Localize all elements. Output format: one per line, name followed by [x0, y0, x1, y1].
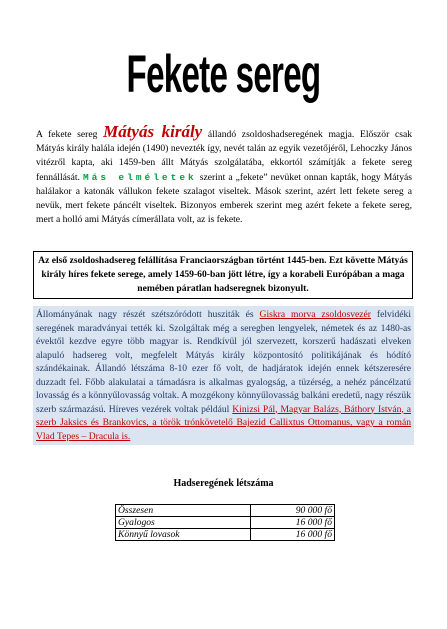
- row-value: 90 000 fő: [251, 505, 335, 517]
- row-value: 16 000 fő: [251, 517, 335, 529]
- commanders-link[interactable]: Kinizsi Pál, Magyar Balázs, Báthory István, a szerb Jaksics és Brankovics, a török trónkövetelő Bajezid Callixtus Ottomanus, vagy a román Vlad Tepes – Dracula is.: [36, 403, 411, 442]
- row-label: Összesen: [116, 505, 251, 517]
- theories-link[interactable]: Más elméletek: [82, 171, 197, 183]
- row-label: Könnyű lovasok: [116, 529, 251, 541]
- detail-paragraph: Állományának nagy részét szétszóródott husziták és Giskra morva zsoldosvezér felvidéki seregének maradványai tették ki. Szolgáltak még a seregben lengyelek, németek és az 1480-as évektől kezdve egyre több magyar is. Rendkívül jól szervezett, korszerű hadászati elveken alapuló hadsereg volt, megfelelt Mátyás király központosító politikájának és hódító szándékainak. Állandó létszáma 8-10 ezer fő volt, de hadjáratok idején ennek kétszeresére duzzadt fel. Főbb alakulatai a támadásra is alkalmas gyalogság, a tüzérség, a nehéz páncélzatú lovasság és a könnyűlovasság voltak. A mozgékony könnyűlovasság balkáni eredetű, nagy részük szerb származású. Híreves vezérek voltak például Kinizsi Pál, Magyar Balázs, Báthory István, a szerb Jaksics és Brankovics, a török trónkövetelő Bajezid Callixtus Ottomanus, vagy a román Vlad Tepes – Dracula is.: [33, 306, 414, 445]
- table-row: [116, 505, 335, 517]
- giskra-link[interactable]: Giskra morva zsoldosvezér: [259, 309, 371, 320]
- highlight-box: Az első zsoldoshadsereg felállítása Franciaországban történt 1445-ben. Ezt követte Mátyás király híres fekete serege, amely 1459-60-ban jött létre, így a korabeli Európában a maga nemében páratlan hadseregnek bizonyult.: [33, 251, 413, 299]
- table-row: [116, 517, 335, 529]
- page-title: Fekete sereg: [126, 43, 321, 104]
- table-row: [116, 529, 335, 541]
- strength-table: [115, 504, 335, 541]
- king-name: Mátyás király: [103, 122, 203, 141]
- row-value: 16 000 fő: [251, 529, 335, 541]
- intro-paragraph: A fekete sereg Mátyás király állandó zsoldoshadseregének magja. Először csak Mátyás király halála idején (1490) nevezték így, nevét talán az egyik vezetőjéről, Lehoczky János vitézről kapta, aki 1459-ben állt Mátyás szolgálatába, ekkortól számítják a fekete sereg fennállását. Más elméletek szerint a „fekete” nevüket onnan kapták, hogy Mátyás halálakor a katonák vállukon fekete szalagot viseltek. Mások szerint, azért lett fekete sereg a nevük, mert fekete páncélt viseltek. Bizonyos emberek szerint meg azért fekete a fekete sereg, mert a holló ami Mátyás címerállata volt, az is fekete.: [36, 122, 412, 226]
- table-title: Hadseregének létszáma: [173, 478, 274, 489]
- row-label: Gyalogos: [116, 517, 251, 529]
